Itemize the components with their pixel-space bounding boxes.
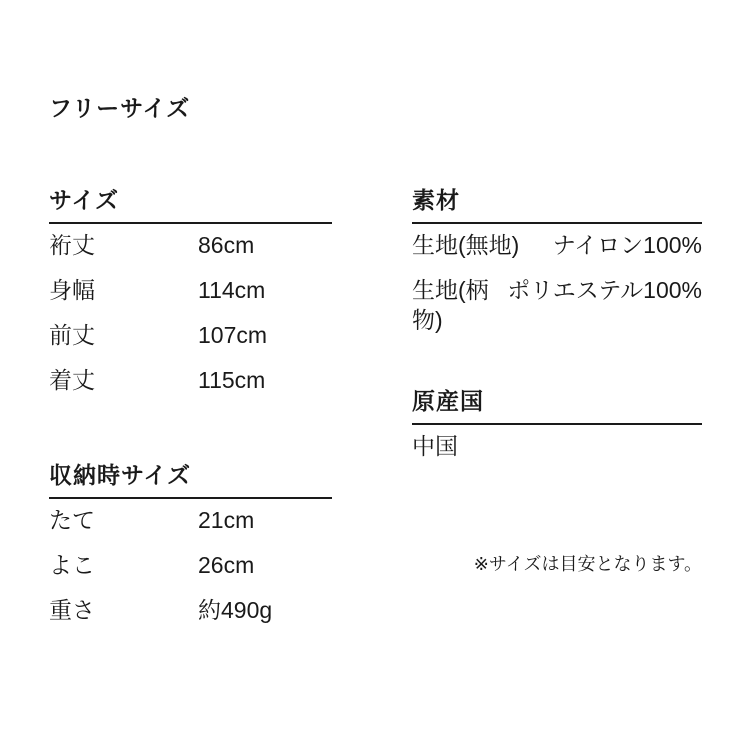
row-label: 生地(無地) [412, 232, 520, 258]
row-value: 26cm [198, 552, 255, 578]
material-section [412, 185, 702, 333]
size-section-heading: サイズ [49, 185, 332, 224]
material-table [412, 230, 702, 333]
storage-size-table [49, 505, 332, 640]
storage-size-section [49, 460, 332, 640]
table-row [412, 275, 702, 333]
table-row [412, 230, 702, 275]
material-section-heading: 素材 [412, 185, 702, 224]
origin-section-heading: 原産国 [412, 386, 702, 425]
row-label: たて [49, 507, 95, 533]
row-value: 約490g [198, 597, 273, 623]
origin-value: 中国 [412, 433, 458, 459]
page-title: フリーサイズ [49, 95, 191, 121]
row-value: 21cm [198, 507, 255, 533]
row-label: 重さ [49, 597, 95, 623]
row-value: ナイロン100% [552, 232, 702, 258]
table-row [49, 595, 332, 640]
row-label: 生地(柄物) [412, 277, 489, 333]
table-row [49, 505, 332, 550]
row-label: よこ [49, 552, 95, 578]
row-value: 86cm [198, 232, 255, 258]
right-column [412, 185, 702, 461]
origin-section [412, 386, 702, 461]
row-value: 114cm [198, 277, 266, 303]
row-value: ポリエステル100% [507, 277, 702, 303]
table-row [49, 550, 332, 595]
row-label: 裄丈 [49, 232, 95, 258]
left-column [49, 185, 332, 640]
table-row [49, 365, 332, 410]
storage-size-section-heading: 収納時サイズ [49, 460, 332, 499]
size-table [49, 230, 332, 410]
table-row [49, 320, 332, 365]
size-disclaimer-note: ※サイズは目安となります。 [473, 554, 702, 574]
row-value: 115cm [198, 367, 266, 393]
size-section [49, 185, 332, 410]
table-row [49, 230, 332, 275]
row-label: 前丈 [49, 322, 95, 348]
row-value: 107cm [198, 322, 268, 348]
table-row [49, 275, 332, 320]
row-label: 着丈 [49, 367, 95, 393]
row-label: 身幅 [49, 277, 95, 303]
